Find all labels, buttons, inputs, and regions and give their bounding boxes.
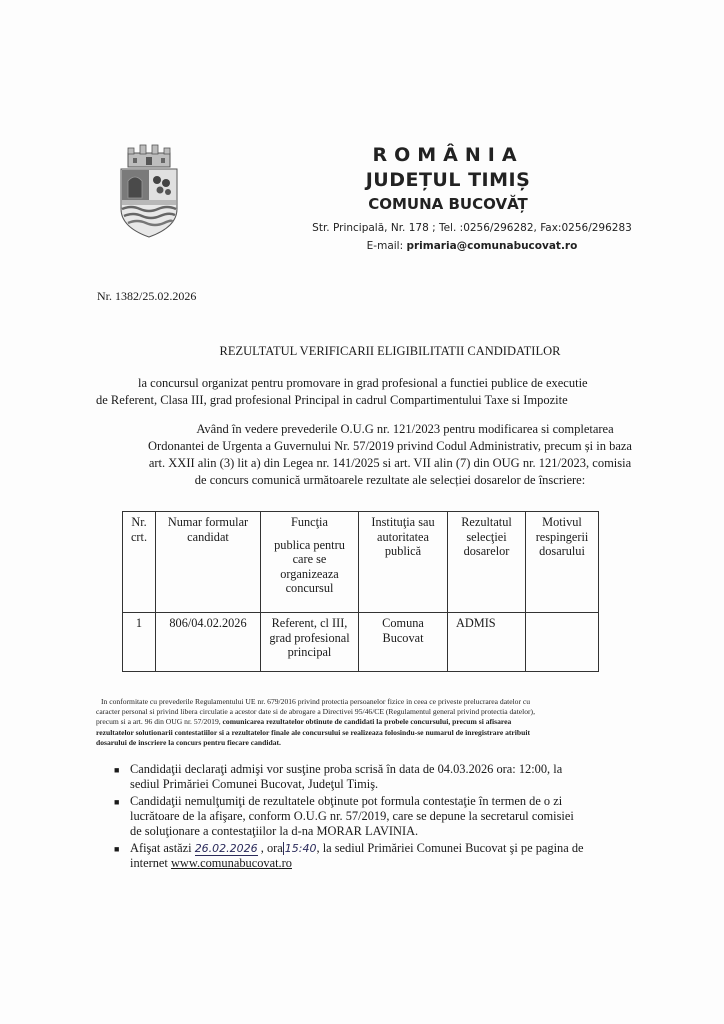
legal-basis-line: Având în vedere prevederile O.U.G nr. 121/2023 pentru modificarea si completarea	[196, 422, 614, 436]
header-rejection-reason: Motivul respingerii dosarului	[526, 512, 599, 613]
legal-basis-line: art. XXII alin (3) lit a) din Legea nr. 141/2025 si art. VII alin (7) din OUG nr. 121/2023, comisia	[148, 456, 632, 470]
gdpr-line	[96, 717, 656, 727]
cell-form-number: 806/04.02.2026	[156, 613, 261, 672]
posted-prefix: Afişat astăzi	[130, 841, 195, 855]
intro-line: la concursul organizat pentru promovare in grad profesional a functiei publice de executie	[138, 376, 588, 390]
gdpr-note	[96, 697, 656, 748]
header-country: ROMÂNIA	[372, 144, 524, 166]
list-item-line: sediul Primăriei Comunei Bucovat, Judeţul Timiş.	[130, 777, 379, 791]
email-address[interactable]: primaria@comunabucovat.ro	[406, 240, 578, 252]
header-result: Rezultatul selecţiei dosarelor	[448, 512, 526, 613]
header-email	[262, 240, 682, 252]
header-function-title: Funcţia	[291, 515, 328, 529]
header-nr: Nr. crt.	[123, 512, 156, 613]
gdpr-line: caracter personal si privind libera circulatie a acestor date si de abrogare a Directivei 95/46/CE (Regulamentul general privind protectia datelor),	[96, 707, 535, 717]
gdpr-line-part: precum si a art. 96 din OUG nr. 57/2019,	[96, 717, 223, 727]
gdpr-line-part-bold: comunicarea rezultatelor obtinute de candidati la probele concursului, precum si afisarea	[222, 717, 512, 727]
gdpr-line: rezultatelor solutionarii contestatiilor si a rezultatelor finale ale concursului se realizeaza folosindu-se numarul de inregistrare atribuit	[96, 727, 530, 737]
list-item	[112, 794, 692, 839]
intro-line: de Referent, Clasa III, grad profesional Principal in cadrul Compartimentului Taxe si Impozite	[96, 393, 568, 407]
list-item-line: lucrătoare de la afişare, conform O.U.G nr. 57/2019, care se depune la secretarul comisiei	[130, 809, 574, 823]
gdpr-line: In conformitate cu prevederile Regulamentului UE nr. 679/2016 privind protectia persoanelor fizice in ceea ce priveste prelucrarea datelor cu	[101, 697, 531, 706]
list-item-line: de soluţionare a contestaţiilor la d-na MORAR LAVINIA.	[130, 824, 419, 838]
legal-basis-paragraph	[95, 421, 685, 489]
website-link[interactable]: www.comunabucovat.ro	[170, 856, 292, 870]
list-item-line: Candidaţii declaraţi admişi vor susţine proba scrisă în data de 04.03.2026 ora: 12:00, la	[130, 762, 563, 776]
header-commune: COMUNA BUCOVĂȚ	[368, 195, 528, 213]
header-address: Str. Principală, Nr. 178 ; Tel. :0256/296282, Fax:0256/296283	[312, 222, 632, 234]
cell-institution: Comuna Bucovat	[359, 613, 448, 672]
internet-label: internet	[130, 856, 171, 870]
gdpr-line: dosarului de inscriere la concurs pentru fiecare candidat.	[96, 737, 281, 747]
handwritten-time: 15:40	[284, 842, 317, 855]
header-form-number: Numar formular candidat	[156, 512, 261, 613]
intro-paragraph	[96, 375, 696, 409]
email-label: E-mail:	[366, 240, 407, 252]
legal-basis-line: Ordonantei de Urgenta a Guvernului Nr. 57/2019 privind Codul Administrativ, precum și in baza	[148, 439, 632, 453]
results-table	[122, 511, 599, 672]
coat-of-arms-icon	[118, 143, 180, 239]
document-title: REZULTATUL VERIFICARII ELIGIBILITATII CANDIDATILOR	[219, 344, 561, 358]
header-county: JUDEȚUL TIMIȘ	[365, 169, 531, 191]
list-item-line: Candidaţii nemulţumiţi de rezultatele obţinute pot formula contestaţie în termen de o zi	[130, 794, 563, 808]
bullet-square-icon: ■	[114, 797, 120, 807]
notice-list	[112, 762, 692, 873]
list-item-line	[130, 856, 692, 871]
header-function-detail: publica pentru care se organizeaza concursul	[274, 537, 345, 595]
header-function	[261, 512, 359, 613]
bullet-square-icon: ■	[114, 844, 120, 854]
list-item	[112, 841, 692, 871]
header-institution: Instituţia sau autoritatea publică	[359, 512, 448, 613]
table-row	[123, 613, 599, 672]
handwritten-date: 26.02.2026	[194, 842, 258, 855]
list-item	[112, 762, 692, 792]
posted-suffix: , la sediul Primăriei Comunei Bucovat şi pe pagina de	[316, 841, 584, 855]
posted-mid: , ora	[257, 841, 283, 855]
cell-result: ADMIS	[448, 613, 526, 672]
bullet-square-icon: ■	[114, 765, 120, 775]
table-header-row	[123, 512, 599, 613]
list-item-line	[130, 841, 692, 856]
legal-basis-line: de concurs comunică următoarele rezultate ale selecției dosarelor de înscriere:	[194, 473, 586, 487]
cell-function: Referent, cl III, grad profesional principal	[261, 613, 359, 672]
cell-nr: 1	[123, 613, 156, 672]
registration-number: Nr. 1382/25.02.2026	[97, 289, 197, 303]
cell-rejection-reason	[526, 613, 599, 672]
